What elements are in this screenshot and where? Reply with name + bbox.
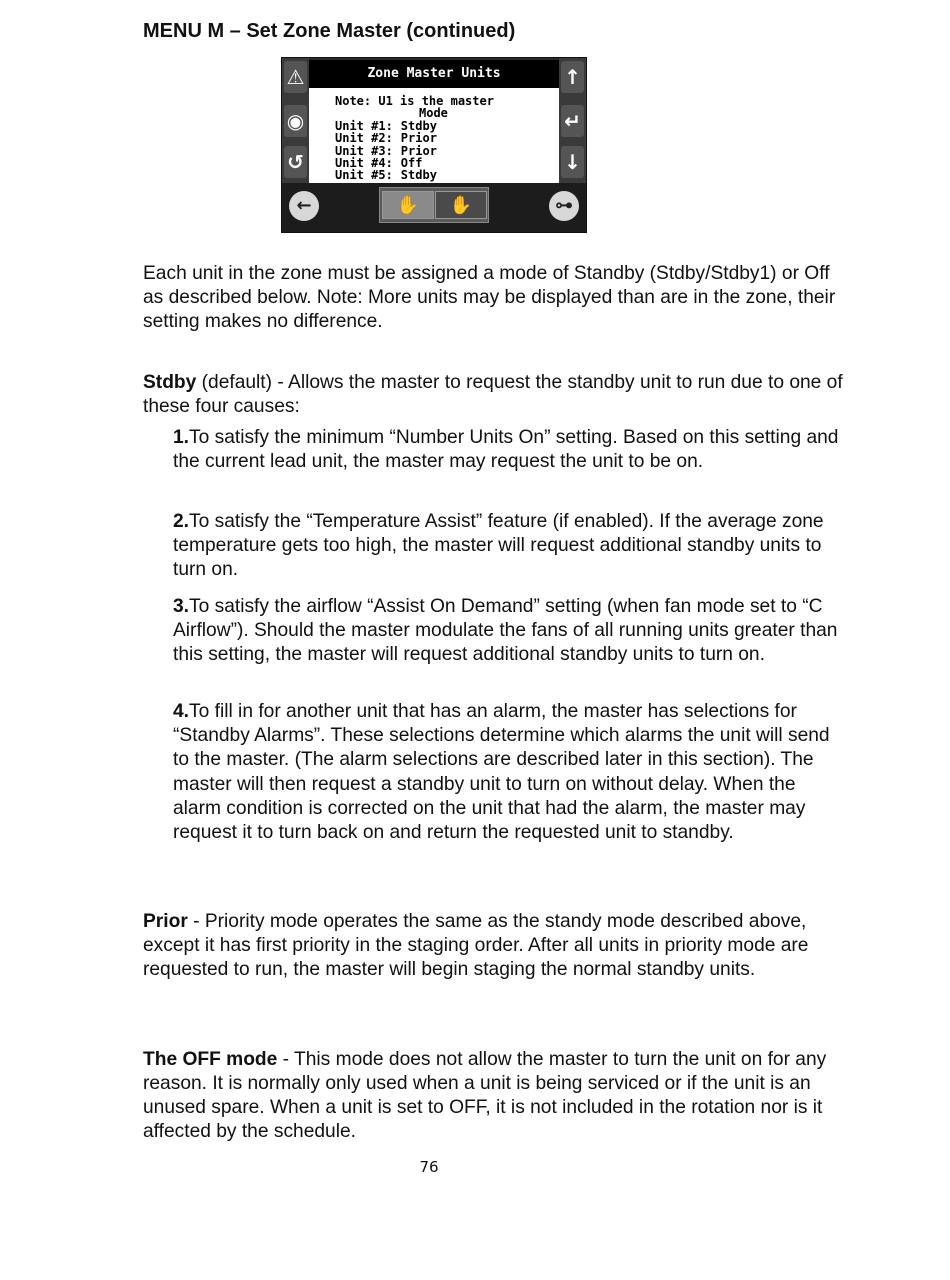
hand-icon: ✋ [435, 191, 487, 219]
prior-text: - Priority mode operates the same as the standy mode described above, except it has first priority in the staging order. After all units in priority mode are requested to run, the master will begin staging the normal standby units. [143, 911, 809, 980]
unit-label: Unit #4: [335, 156, 393, 171]
cause-item [173, 510, 843, 583]
cause-item [173, 595, 843, 668]
off-term: The OFF mode [143, 1049, 278, 1070]
prior-term: Prior [143, 911, 188, 932]
alarm-icon: ⚠ [284, 61, 307, 93]
cause-number: 3. [173, 596, 190, 617]
back-arrow-icon: ← [289, 191, 319, 221]
stdby-text: (default) - Allows the master to request the standby unit to run due to one of these four causes: [143, 372, 843, 417]
cause-text: To satisfy the minimum “Number Units On” setting. Based on this setting and the current lead unit, the master may request the unit to be on. [173, 427, 839, 473]
off-paragraph [143, 1048, 843, 1144]
screen-title: Zone Master Units [309, 60, 559, 88]
cause-text: To satisfy the airflow “Assist On Demand” setting (when fan mode set to “C Airflow”). Should the master modulate the fans of all running units greater than this setting, the master will request additional standby units to turn on. [173, 596, 838, 666]
unit-mode: Stdby [400, 118, 437, 133]
right-button-column [559, 58, 586, 183]
unit-mode: Prior [400, 143, 437, 158]
unit-label: Unit #5: [335, 168, 393, 183]
unit-label: Unit #2: [335, 131, 393, 146]
lcd-screen [309, 60, 559, 183]
section-heading: MENU M – Set Zone Master (continued) [143, 20, 516, 42]
left-button-column [282, 58, 309, 183]
cause-item [173, 426, 843, 474]
bottom-button-bar [282, 183, 586, 232]
master-note: Note: U1 is the master [335, 94, 494, 108]
stdby-paragraph [143, 371, 843, 419]
down-arrow-icon: ↓ [561, 146, 584, 178]
hand-icon: ✋ [382, 191, 434, 219]
cause-text: To satisfy the “Temperature Assist” feature (if enabled). If the average zone temperature gets too high, the master will request additional standby units to turn on. [173, 511, 824, 581]
page-number: 76 [419, 1158, 439, 1176]
touch-hands-icon [379, 187, 489, 223]
stdby-term: Stdby [143, 372, 197, 393]
network-icon: ⊶ [549, 191, 579, 221]
unit-row [335, 169, 559, 181]
enter-icon: ↵ [561, 105, 584, 137]
controller-display [281, 57, 587, 233]
prior-paragraph [143, 910, 843, 982]
cause-text: To fill in for another unit that has an alarm, the master has selections for “Standby Alarms”. These selections determine which alarms the unit will send to the master. (The alarm selections are described later in this section). The master will then request a standby unit to turn on without delay. When the alarm condition is corrected on the unit that had the alarm, the master may request it to turn back on and return the requested unit to standby. [173, 701, 830, 844]
off-text: - This mode does not allow the master to turn the unit on for any reason. It is normally only used when a unit is being serviced or if the unit is an unused spare. When a unit is set to OFF, it is not included in the rotation nor is it affected by the schedule. [143, 1049, 827, 1142]
cause-number: 4. [173, 701, 190, 722]
unit-mode: Prior [400, 131, 437, 146]
program-icon: ◉ [284, 105, 307, 137]
cause-number: 2. [173, 511, 190, 532]
intro-paragraph: Each unit in the zone must be assigned a mode of Standby (Stdby/Stdby1) or Off as described below. Note: More units may be displayed than are in the zone, their setting makes no difference. [143, 263, 836, 332]
escape-icon: ↺ [284, 146, 307, 178]
up-arrow-icon: ↑ [561, 61, 584, 93]
unit-label: Unit #1: [335, 118, 393, 133]
mode-header: Mode [419, 106, 448, 121]
unit-mode: Off [400, 156, 423, 171]
cause-item [173, 700, 843, 845]
unit-label: Unit #3: [335, 143, 393, 158]
screen-body [309, 88, 559, 182]
cause-number: 1. [173, 427, 190, 448]
unit-mode: Stdby [400, 168, 437, 183]
